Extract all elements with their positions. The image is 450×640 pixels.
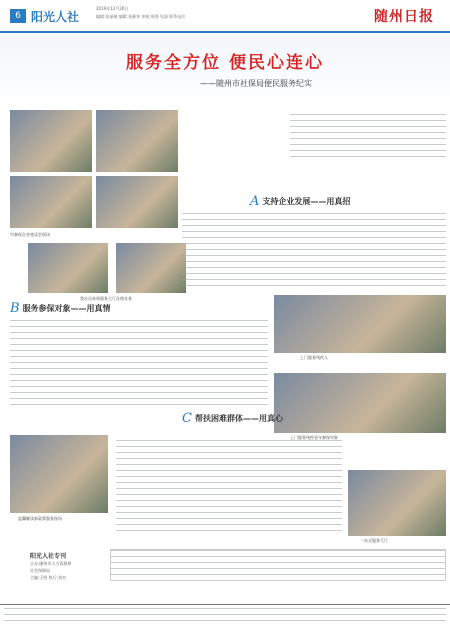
- photo: [28, 243, 108, 293]
- photo-caption: 温馨解读新政策服务现场: [18, 516, 62, 521]
- section-letter: C: [182, 411, 192, 426]
- photo-caption: 市参保企业座谈会现场: [10, 232, 50, 237]
- photo: [96, 176, 178, 228]
- footer-divider: [0, 604, 450, 605]
- photo: [10, 435, 108, 513]
- photo-caption: 一站式服务大厅: [360, 538, 388, 543]
- section-header-a: [250, 194, 350, 209]
- headline-subtitle: ——随州市社保局便民服务纪实: [200, 79, 312, 88]
- page-number: 6: [10, 9, 26, 23]
- footer-line: 主编:王明 执行:刘杰: [30, 575, 66, 580]
- issue-date: 2019年12月26日: [96, 6, 129, 11]
- section-header-b: [10, 301, 111, 316]
- section-title: 服务参保对象——用真情: [22, 304, 111, 313]
- page-header: [0, 0, 450, 33]
- photo: [10, 110, 92, 172]
- section-letter: B: [10, 301, 20, 316]
- photo: [96, 110, 178, 172]
- section-title: 帮扶困难群体——用真心: [194, 414, 283, 423]
- footer-title: 阳光人社专刊: [30, 553, 67, 560]
- article-text: [182, 213, 446, 287]
- photo-caption: 上门服务残疾老年参保对象: [290, 435, 338, 440]
- section-letter: A: [250, 194, 260, 209]
- publication-info: [4, 608, 446, 622]
- photo: [274, 373, 446, 433]
- intro-text-block: [290, 114, 446, 162]
- footer-box: [110, 549, 446, 581]
- section-header-c: [182, 411, 283, 426]
- photo: [274, 295, 446, 353]
- section-title: 支持企业发展——用真招: [262, 197, 351, 206]
- article-text: [10, 320, 268, 408]
- photo: [116, 243, 186, 293]
- editor-line: 编辑:张丽娟 编辑:张静华 审校:周强 见面 联系电话: [96, 14, 186, 19]
- photo-caption: 上门服务残疾人: [300, 355, 328, 360]
- column-name: 阳光人社: [31, 10, 80, 24]
- photo: [348, 470, 446, 536]
- photo-caption: 我社员来到服务大厅办理业务: [80, 296, 132, 301]
- photo: [10, 176, 92, 228]
- article-text: [116, 440, 342, 534]
- headline-title: 服务全方位 便民心连心: [126, 53, 324, 73]
- footer-line: 主办:随州市人力资源和: [30, 561, 72, 566]
- newspaper-name: 随州日报: [374, 9, 434, 25]
- footer-line: 社会保障局: [30, 568, 50, 573]
